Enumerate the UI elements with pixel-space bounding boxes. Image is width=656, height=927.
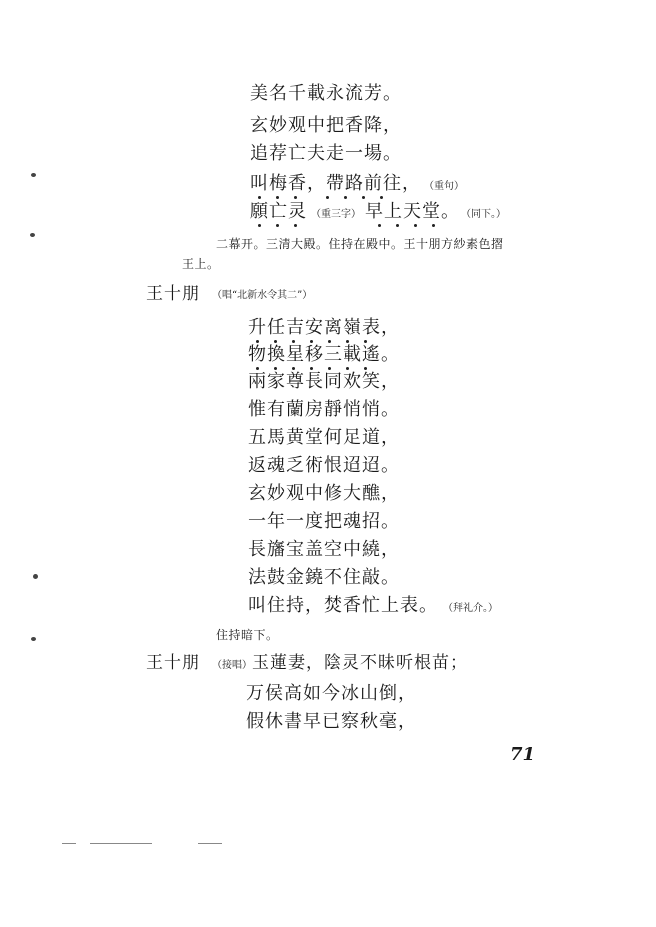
verse-line: 一年一度把魂招。: [248, 511, 400, 532]
verse-line: [250, 175, 464, 193]
verse-line: 美名千載永流芳。: [250, 83, 402, 104]
verse-line: [248, 597, 498, 615]
stage-direction: 住持暗下。: [216, 628, 279, 642]
verse-line: [212, 655, 468, 672]
speaker-name: 王十朋: [146, 284, 200, 304]
verse-line: 玄妙观中把香降，: [250, 115, 402, 136]
verse-line: 五馬黄堂何足道，: [248, 427, 400, 448]
verse-text: 早上天堂。: [365, 201, 460, 222]
verse-line: 法鼓金鐃不住敲。: [248, 567, 400, 588]
aria-cue: （接唱）: [212, 660, 252, 671]
performance-note: （重三字）: [311, 209, 361, 220]
verse-line: 玄妙观中修大醮，: [248, 483, 400, 504]
verse-line: 返魂乏術恨迢迢。: [248, 455, 400, 476]
performance-note: （同下。）: [466, 209, 506, 220]
verse-line: 兩家尊長同欢笑，: [248, 371, 400, 392]
verse-line: 追荐亡夫走一場。: [250, 143, 402, 164]
verse-text: 叫梅香，帶路前往，: [250, 173, 421, 194]
performance-note: （重句）: [429, 181, 464, 192]
aria-cue: （唱“北新水令其二”）: [212, 290, 313, 301]
verse-text: 叫住持，焚香忙上表。: [248, 595, 438, 616]
verse-text: 願亡灵: [250, 201, 307, 222]
verse-text: 玉蓮妻，陰灵不昧听根苗；: [252, 653, 468, 673]
verse-line: 長旛宝盖空中繞，: [248, 539, 400, 560]
stage-direction: 二幕开。三清大殿。住持在殿中。王十朋方紗素色摺: [216, 237, 504, 251]
verse-line: 物換星移三載遙。: [248, 344, 400, 365]
verse-line: [250, 203, 506, 221]
stage-direction: 王上。: [182, 257, 220, 271]
performance-note: （拜礼介。）: [448, 603, 498, 614]
page-number: 71: [510, 744, 536, 765]
verse-line: 升任吉安离嶺表，: [248, 317, 400, 338]
verse-line: 惟有蘭房靜悄悄。: [248, 399, 400, 420]
speaker-name: 王十朋: [146, 653, 200, 673]
verse-line: 万侯高如今冰山倒，: [246, 683, 417, 704]
verse-line: 假休書早已察秋毫，: [246, 711, 417, 732]
